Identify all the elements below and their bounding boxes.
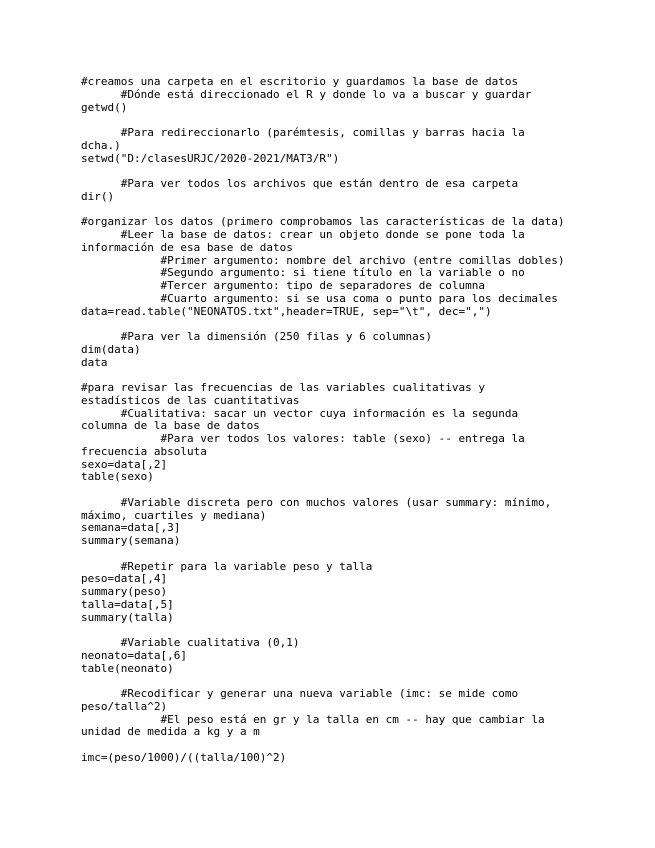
code-line: neonato=data[,6] xyxy=(81,648,187,662)
blank-line xyxy=(81,739,581,752)
comment-line: #Primer argumento: nombre del archivo (entre comillas dobles) xyxy=(81,253,565,267)
code-line: table(neonato) xyxy=(81,661,174,675)
comment-line: #Cualitativa: sacar un vector cuya información es la segunda xyxy=(81,406,519,420)
code-line: columna de la base de datos xyxy=(81,419,260,433)
comment-line: #para revisar las frecuencias de las variables cualitativas y xyxy=(81,381,485,394)
code-line: data xyxy=(81,355,108,369)
comment-line: #Para redireccionarlo (parémtesis, comillas y barras hacia la xyxy=(81,126,525,139)
code-line: getwd() xyxy=(81,100,128,114)
comment-line: #Cuarto argumento: si se usa coma o punto para los decimales xyxy=(81,291,558,305)
code-line: summary(talla) xyxy=(81,610,174,624)
code-line: sexo=data[,2] xyxy=(81,457,168,471)
comment-line: #El peso está en gr y la talla en cm -- hay que cambiar la xyxy=(81,712,545,726)
code-line: data=read.table("NEONATOS.txt",header=TRUE, sep="\t", dec=",") xyxy=(81,304,492,318)
comment-line: #Para ver todos los valores: table (sexo) -- entrega la xyxy=(81,432,525,445)
comment-line: #Variable cualitativa (0,1) xyxy=(81,636,300,649)
code-line: peso=data[,4] xyxy=(81,572,168,586)
code-line: setwd("D:/clasesURJC/2020-2021/MAT3/R") xyxy=(81,151,340,165)
code-line: imc=(peso/1000)/((talla/100)^2) xyxy=(81,750,287,764)
code-line: summary(peso) xyxy=(81,585,168,598)
code-line: máximo, cuartiles y mediana) xyxy=(81,508,267,522)
comment-line: #creamos una carpeta en el escritorio y guardamos la base de datos xyxy=(81,75,519,88)
code-listing xyxy=(81,76,581,765)
code-line: unidad de medida a kg y a m xyxy=(81,725,260,739)
comment-line: #organizar los datos (primero comprobamos las características de la data) xyxy=(81,215,565,229)
comment-line: #Leer la base de datos: crear un objeto donde se pone toda la xyxy=(81,228,525,241)
code-line: información de esa base de datos xyxy=(81,240,293,254)
code-line: frecuencia absoluta xyxy=(81,444,207,458)
blank-line xyxy=(81,548,581,561)
blank-line xyxy=(81,484,581,497)
comment-line: #Para ver todos los archivos que están dentro de esa carpeta xyxy=(81,177,519,190)
comment-line: #Dónde está direccionado el R y donde lo va a buscar y guardar xyxy=(81,87,532,101)
comment-line: #Variable discreta pero con muchos valores (usar summary: mínimo, xyxy=(81,495,552,509)
code-line: dcha.) xyxy=(81,138,121,152)
code-line: peso/talla^2) xyxy=(81,699,168,713)
comment-line: #Para ver la dimensión (250 filas y 6 columnas) xyxy=(81,330,432,343)
code-line: table(sexo) xyxy=(81,470,154,484)
code-line: summary(semana) xyxy=(81,534,181,547)
comment-line: #Segundo argumento: si tiene título en la variable o no xyxy=(81,266,525,280)
code-line: estadísticos de las cuantitativas xyxy=(81,393,300,407)
code-line: dim(data) xyxy=(81,342,141,356)
comment-line: #Recodificar y generar una nueva variable (imc: se mide como xyxy=(81,687,519,700)
code-line: semana=data[,3] xyxy=(81,521,181,535)
code-line: dir() xyxy=(81,189,115,203)
comment-line: #Repetir para la variable peso y talla xyxy=(81,559,373,573)
code-line: talla=data[,5] xyxy=(81,597,174,611)
comment-line: #Tercer argumento: tipo de separadores de columna xyxy=(81,279,485,292)
